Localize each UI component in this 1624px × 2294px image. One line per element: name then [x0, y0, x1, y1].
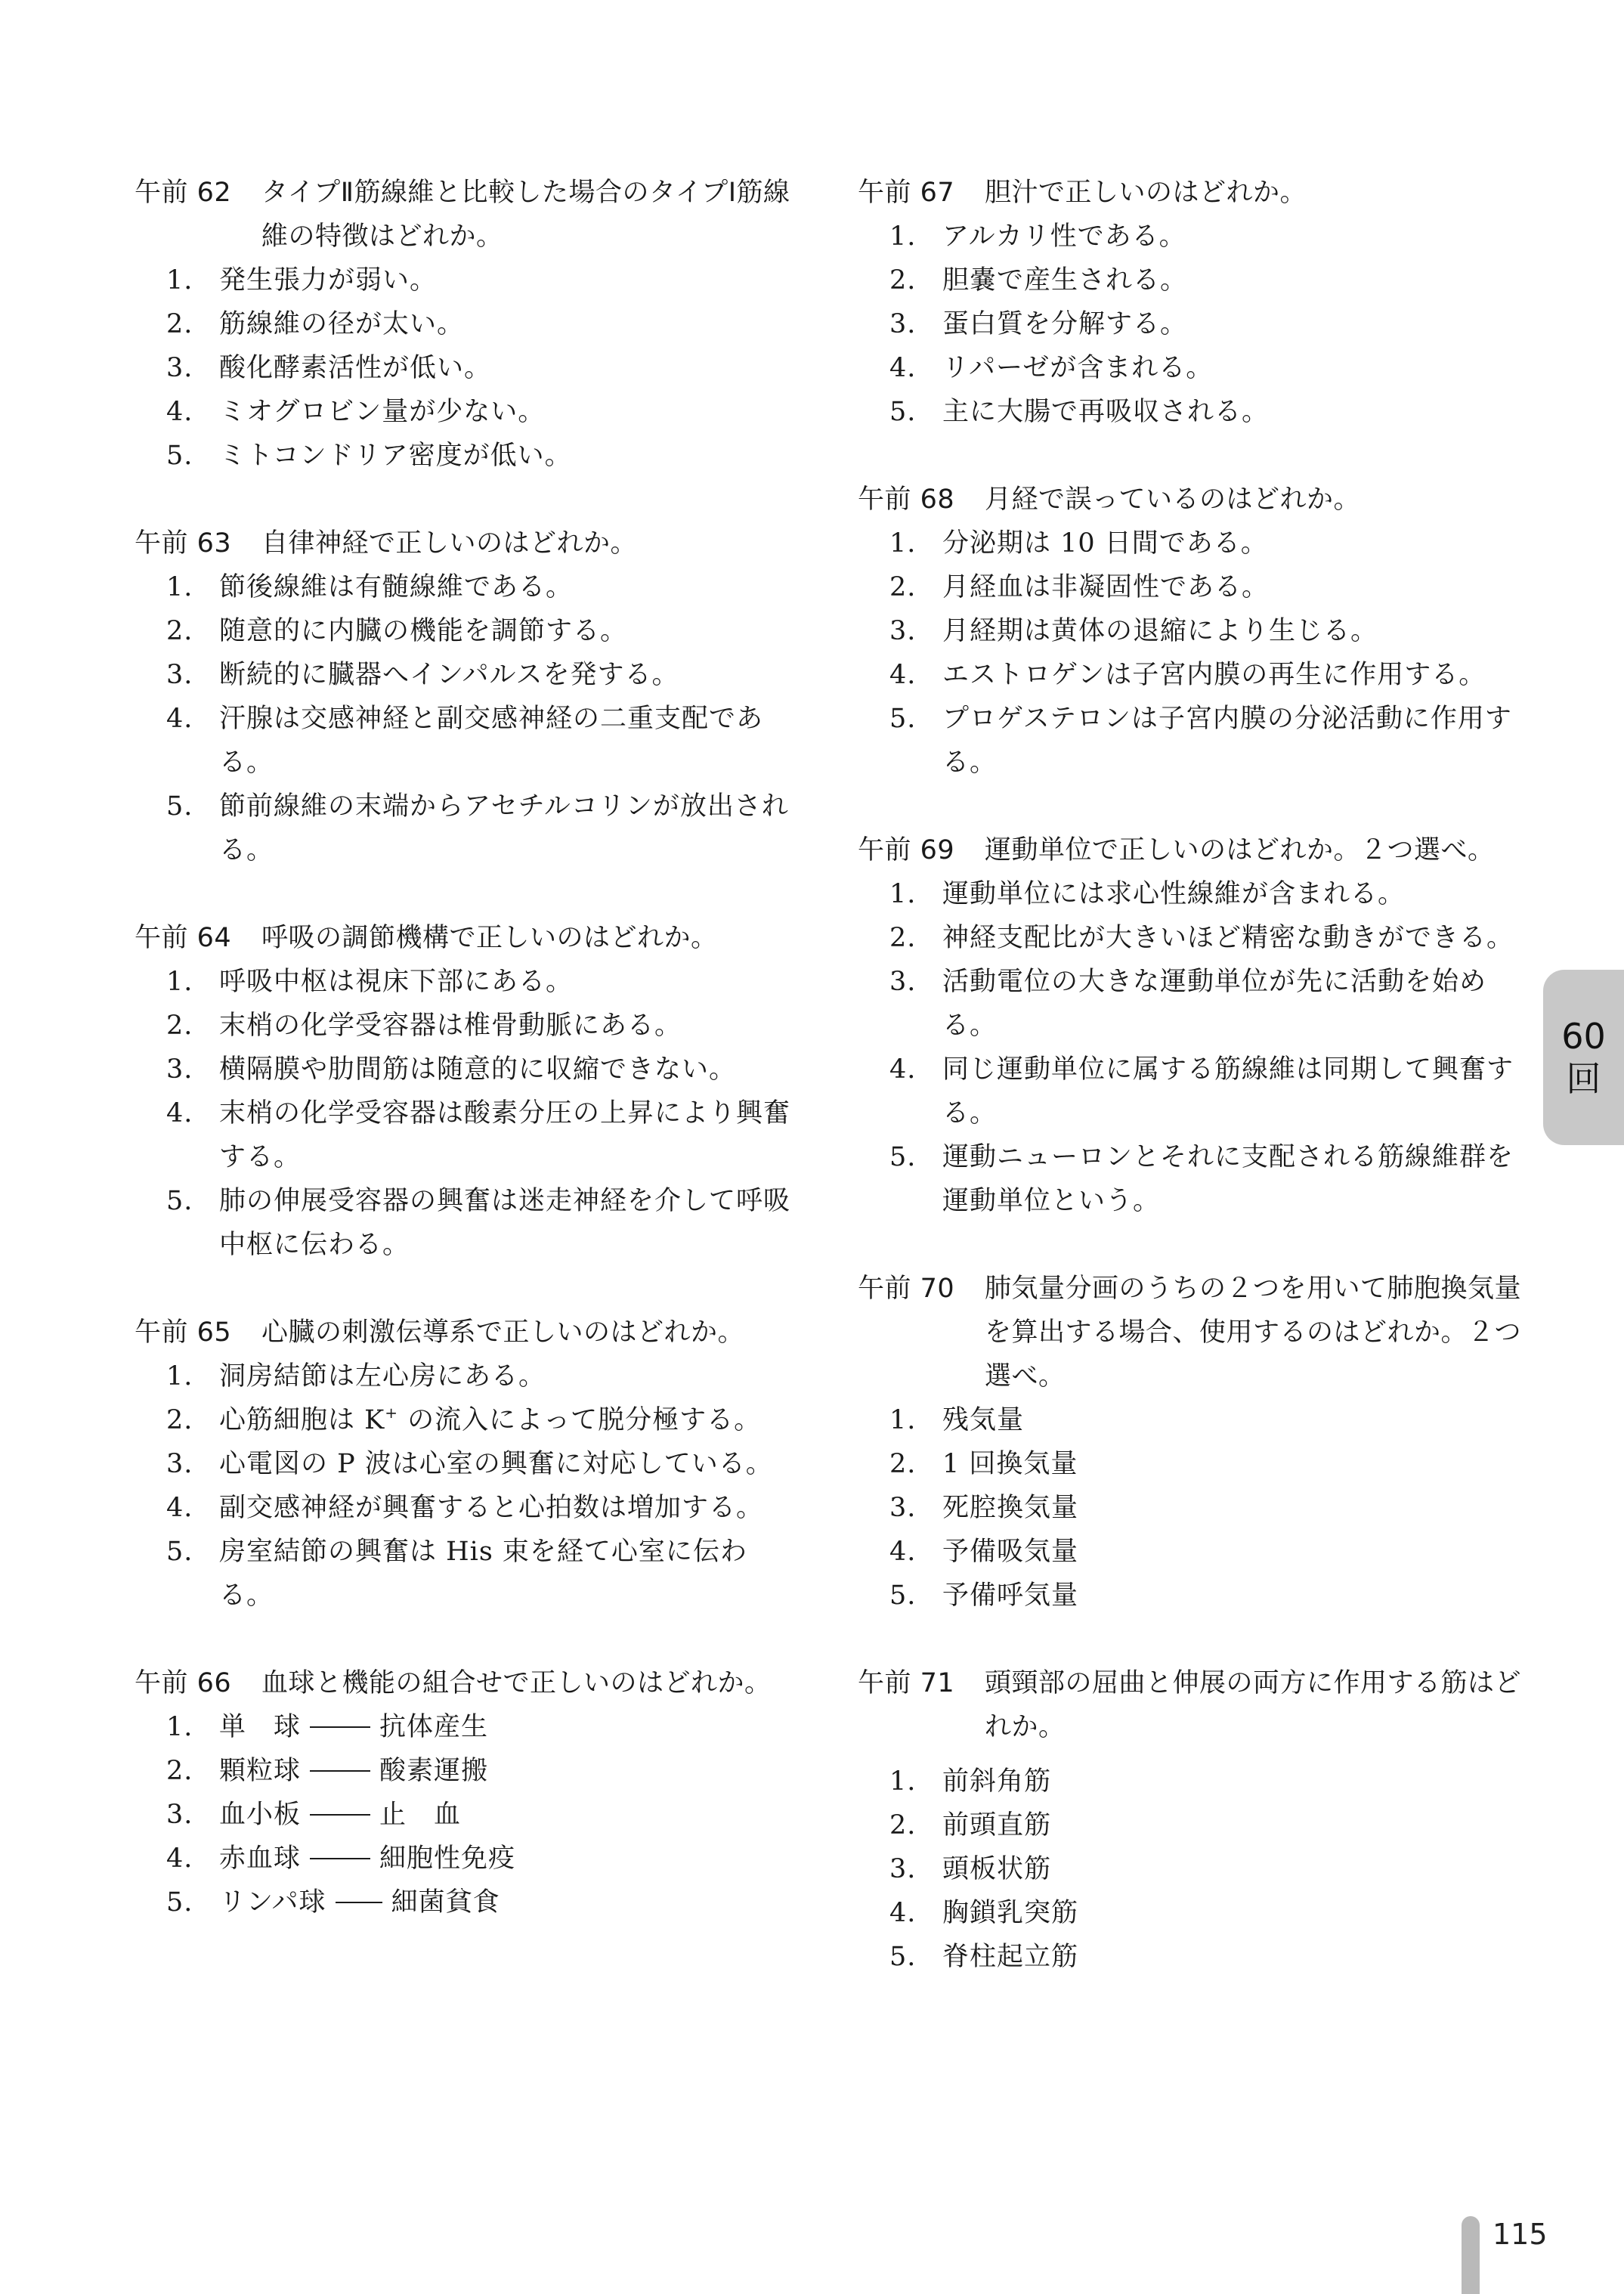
choice-item: 5. 予備呼気量: [889, 1580, 1079, 1611]
choice-item: 3. 断続的に臓器へインパルスを発する。: [166, 660, 679, 690]
choice-item: 4. エストロゲンは子宮内膜の再生に作用する。: [889, 660, 1486, 690]
choice-item: 5. 肺の伸展受容器の興奮は迷走神経を介して呼吸中枢に伝わる。: [166, 1186, 791, 1260]
question-number: 午前 64: [135, 923, 232, 953]
choice-item: 1. 運動単位には求心性線維が含まれる。: [889, 879, 1406, 909]
choice-item: 2. 随意的に内臓の機能を調節する。: [166, 616, 628, 646]
choice-item: 4. リパーゼが含まれる。: [889, 353, 1214, 383]
connector-line: [310, 1858, 370, 1859]
choice-item: 4. 副交感神経が興奮すると心拍数は増加する。: [166, 1493, 764, 1523]
choice-item: 5. 節前線維の末端からアセチルコリンが放出される。: [166, 791, 789, 865]
choice-item: 3. 横隔膜や肋間筋は随意的に収縮できない。: [166, 1054, 737, 1085]
question-number: 午前 62: [135, 178, 232, 208]
choice-item: 3. 月経期は黄体の退縮により生じる。: [889, 616, 1378, 646]
chapter-tab: [1543, 970, 1624, 1145]
choice-item: 5. 房室結節の興奮は His 束を経て心室に伝わる。: [166, 1537, 747, 1611]
choice-item: 1. 前斜角筋: [889, 1766, 1052, 1797]
superscript: +: [385, 1404, 399, 1422]
choice-item: 1. 呼吸中枢は視床下部にある。: [166, 967, 574, 997]
question-text: 自律神経で正しいのはどれか。: [261, 528, 638, 559]
choice-item: 4. 予備吸気量: [889, 1537, 1079, 1567]
connector-line: [310, 1770, 370, 1772]
question-number: 午前 63: [135, 528, 232, 559]
choice-item: 2. 顆粒球 酸素運搬: [166, 1756, 489, 1786]
choice-item: 2. 月経血は非凝固性である。: [889, 572, 1270, 602]
question-text: 胆汁で正しいのはどれか。: [985, 178, 1307, 208]
choice-item: 2. 1 回換気量: [889, 1449, 1078, 1479]
choice-item: 1. 発生張力が弱い。: [166, 265, 438, 296]
question-62: [135, 171, 800, 478]
connector-line: [310, 1726, 370, 1728]
choice-item: 1. 分泌期は 10 日間である。: [889, 528, 1268, 559]
question-number: 午前 70: [858, 1274, 955, 1304]
choice-item: 1. アルカリ性である。: [889, 221, 1186, 252]
question-text: タイプⅡ筋線維と比較した場合のタイプⅠ筋線維の特徴はどれか。: [261, 178, 790, 252]
question-number: 午前 67: [858, 178, 955, 208]
question-67: [858, 171, 1523, 434]
chapter-tab-label: 回: [1566, 1058, 1601, 1099]
choice-item: 2. 筋線維の径が太い。: [166, 309, 465, 339]
question-text: 呼吸の調節機構で正しいのはどれか。: [261, 923, 718, 953]
choice-item: 2. 胆嚢で産生される。: [889, 265, 1188, 296]
choice-item: 3. 心電図の P 波は心室の興奮に対応している。: [166, 1449, 773, 1479]
choice-item: 1. 単 球 抗体産生: [166, 1712, 489, 1742]
question-66: [135, 1661, 800, 1924]
choice-item: 3. 活動電位の大きな運動単位が先に活動を始める。: [889, 967, 1487, 1041]
choice-item: 1. 洞房結節は左心房にある。: [166, 1361, 546, 1392]
choice-item: 2. 心筋細胞は K+ の流入によって脱分極する。: [166, 1404, 762, 1435]
question-65: [135, 1311, 800, 1618]
choice-item: 1. 残気量: [889, 1405, 1025, 1435]
question-text: 頭頸部の屈曲と伸展の両方に作用する筋はどれか。: [985, 1668, 1522, 1742]
question-text: 心臓の刺激伝導系で正しいのはどれか。: [261, 1317, 745, 1348]
left-column: [135, 171, 800, 1968]
choice-item: 3. 血小板 止 血: [166, 1800, 462, 1830]
choice-item: 3. 蛋白質を分解する。: [889, 309, 1188, 339]
choice-item: 3. 死腔換気量: [889, 1493, 1079, 1523]
question-number: 午前 66: [135, 1668, 232, 1698]
choice-item: 2. 前頭直筋: [889, 1810, 1052, 1840]
question-text: 血球と機能の組合せで正しいのはどれか。: [261, 1668, 772, 1698]
choice-item: 5. ミトコンドリア密度が低い。: [166, 441, 572, 471]
connector-line: [336, 1902, 382, 1903]
choice-item: 5. 主に大腸で再吸収される。: [889, 397, 1270, 427]
question-69: [858, 828, 1523, 1223]
question-number: 午前 69: [858, 835, 955, 865]
choice-item: 3. 酸化酵素活性が低い。: [166, 353, 492, 383]
choice-item: 5. プロゲステロンは子宮内膜の分泌活動に作用する。: [889, 704, 1512, 778]
chapter-tab-number: 60: [1561, 1016, 1606, 1057]
choice-item: 4. ミオグロビン量が少ない。: [166, 397, 546, 427]
page-number: 115: [1493, 2218, 1548, 2251]
choice-item: 2. 神経支配比が大きいほど精密な動きができる。: [889, 923, 1514, 953]
right-column: [858, 171, 1523, 2023]
question-64: [135, 916, 800, 1267]
choice-item: 5. 運動ニューロンとそれに支配される筋線維群を運動単位という。: [889, 1142, 1514, 1216]
choice-item: 1. 節後線維は有髄線維である。: [166, 572, 574, 602]
choice-item: 5. 脊柱起立筋: [889, 1942, 1079, 1972]
question-number: 午前 65: [135, 1317, 232, 1348]
question-text: 運動単位で正しいのはどれか。２つ選べ。: [985, 835, 1495, 865]
question-70: [858, 1267, 1523, 1618]
question-63: [135, 522, 800, 872]
connector-line: [310, 1814, 370, 1816]
question-number: 午前 71: [858, 1668, 955, 1698]
choice-item: 4. 汗腺は交感神経と副交感神経の二重支配である。: [166, 704, 764, 778]
question-number: 午前 68: [858, 484, 955, 515]
choice-item: 5. リンパ球 細菌貧食: [166, 1887, 500, 1918]
choice-item: 3. 頭板状筋: [889, 1854, 1052, 1884]
choice-item: 2. 末梢の化学受容器は椎骨動脈にある。: [166, 1011, 682, 1041]
choice-item: 4. 胸鎖乳突筋: [889, 1898, 1079, 1928]
choice-item: 4. 同じ運動単位に属する筋線維は同期して興奮する。: [889, 1054, 1514, 1128]
choice-item: 4. 赤血球 細胞性免疫: [166, 1844, 516, 1874]
question-text: 月経で誤っているのはどれか。: [985, 484, 1361, 515]
choice-item: 4. 末梢の化学受容器は酸素分圧の上昇により興奮する。: [166, 1098, 791, 1172]
question-text: 肺気量分画のうちの２つを用いて肺胞換気量を算出する場合、使用するのはどれか。２つ選べ。: [985, 1274, 1522, 1392]
question-71: [858, 1661, 1523, 1979]
page-number-bar: [1462, 2216, 1480, 2294]
question-68: [858, 478, 1523, 785]
